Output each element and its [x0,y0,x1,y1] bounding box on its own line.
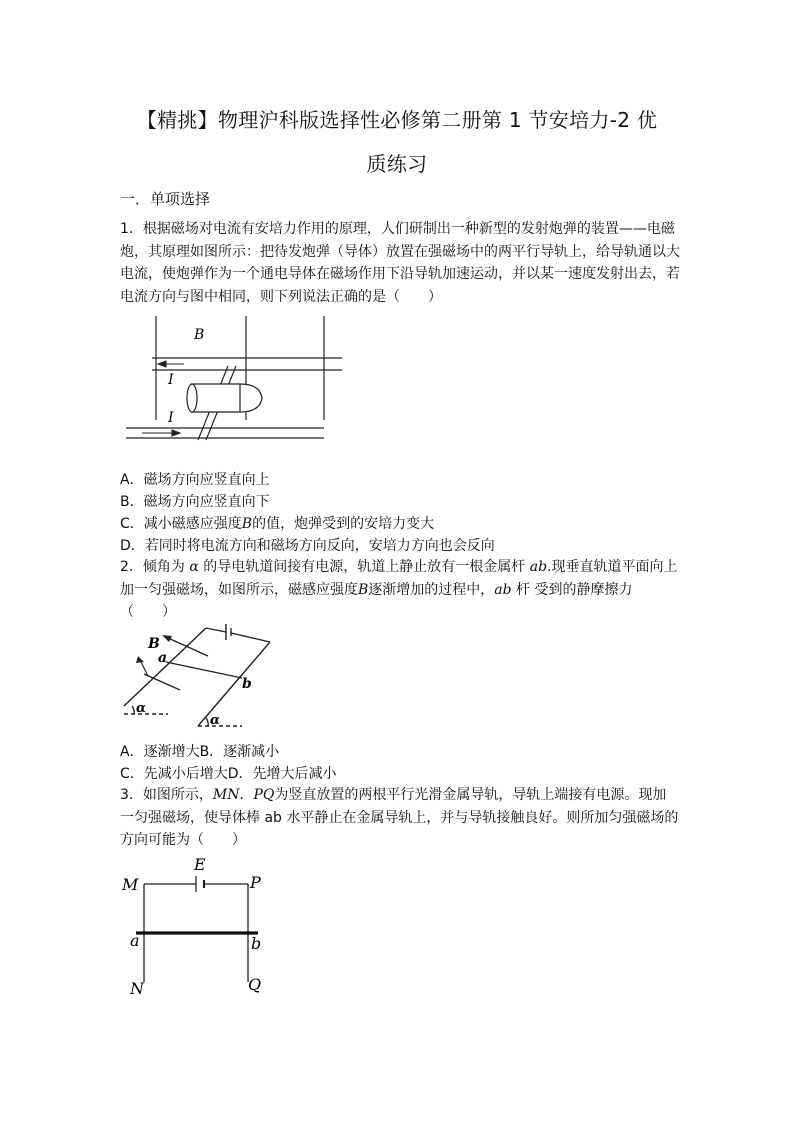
fig1-label-I-top: I [168,372,174,388]
fig2-label-b: b [242,676,252,692]
railgun-figure [118,312,348,442]
fig2-label-alpha-right: α [210,713,221,728]
fig3-label-b: b [251,934,262,953]
fig3-label-P: P [250,873,261,892]
fig3-label-N: N [130,979,144,998]
q2-options-cd: C．先减小后增大D．先增大后减小 [120,766,337,782]
question-3-stem: 3．如图所示，MN．PQ为竖直放置的两根平行光滑金属导轨，导轨上端接有电源。现加一匀强磁场，使导体棒 ab 水平静止在金属导轨上，并与导轨接触良好。则所加匀强磁场的方向可能为（ ） [120,787,679,848]
q2-options-ab: A．逐渐增大B．逐渐减小 [120,744,280,760]
title-line-2: 质练习 [366,152,428,176]
q1-option-b: B．磁场方向应竖直向下 [120,494,270,510]
section-heading: 一．单项选择 [120,190,211,208]
q1-option-c: C．减小磁感应强度B的值，炮弹受到的安培力变大 [120,516,435,532]
question-2-stem: 2．倾角为 α 的导电轨道间接有电源，轨道上静止放有一根金属杆 ab.现垂直轨道平面向上加一匀强磁场，如图所示，磁感应强度B逐渐增加的过程中，ab 杆 受到的静摩擦力（ ） [120,559,678,620]
q1-option-a: A．磁场方向应竖直向上 [120,472,270,488]
fig2-label-a: a [158,650,168,666]
title-line-1: 【精挑】物理沪科版选择性必修第二册第 1 节安培力-2 优 [136,108,658,132]
question-1-stem: 1．根据磁场对电流有安培力作用的原理，人们研制出一种新型的发射炮弹的装置——电磁炮，其原理如图所示：把待发炮弹（导体）放置在强磁场中的两平行导轨上，给导轨通以大电流，使炮弹作为一个通电导体在磁场作用下沿导轨加速运动，并以某一速度发射出去，若电流方向与图中相同，则下列说法正确的是（ ） [120,221,680,305]
fig2-label-B: B [148,636,160,652]
fig3-label-Q: Q [248,975,262,994]
fig2-label-alpha-left: α [136,701,147,716]
fig1-label-I-bottom: I [168,410,174,426]
fig3-label-E: E [194,855,206,874]
fig3-label-M: M [122,875,139,894]
vertical-rails-figure [118,852,278,1000]
fig3-label-a: a [130,931,140,950]
fig1-label-B: B [194,327,205,343]
page-title [100,98,694,186]
q1-option-d: D．若同时将电流方向和磁场方向反向，安培力方向也会反向 [120,538,495,554]
inclined-rails-figure [118,622,278,730]
